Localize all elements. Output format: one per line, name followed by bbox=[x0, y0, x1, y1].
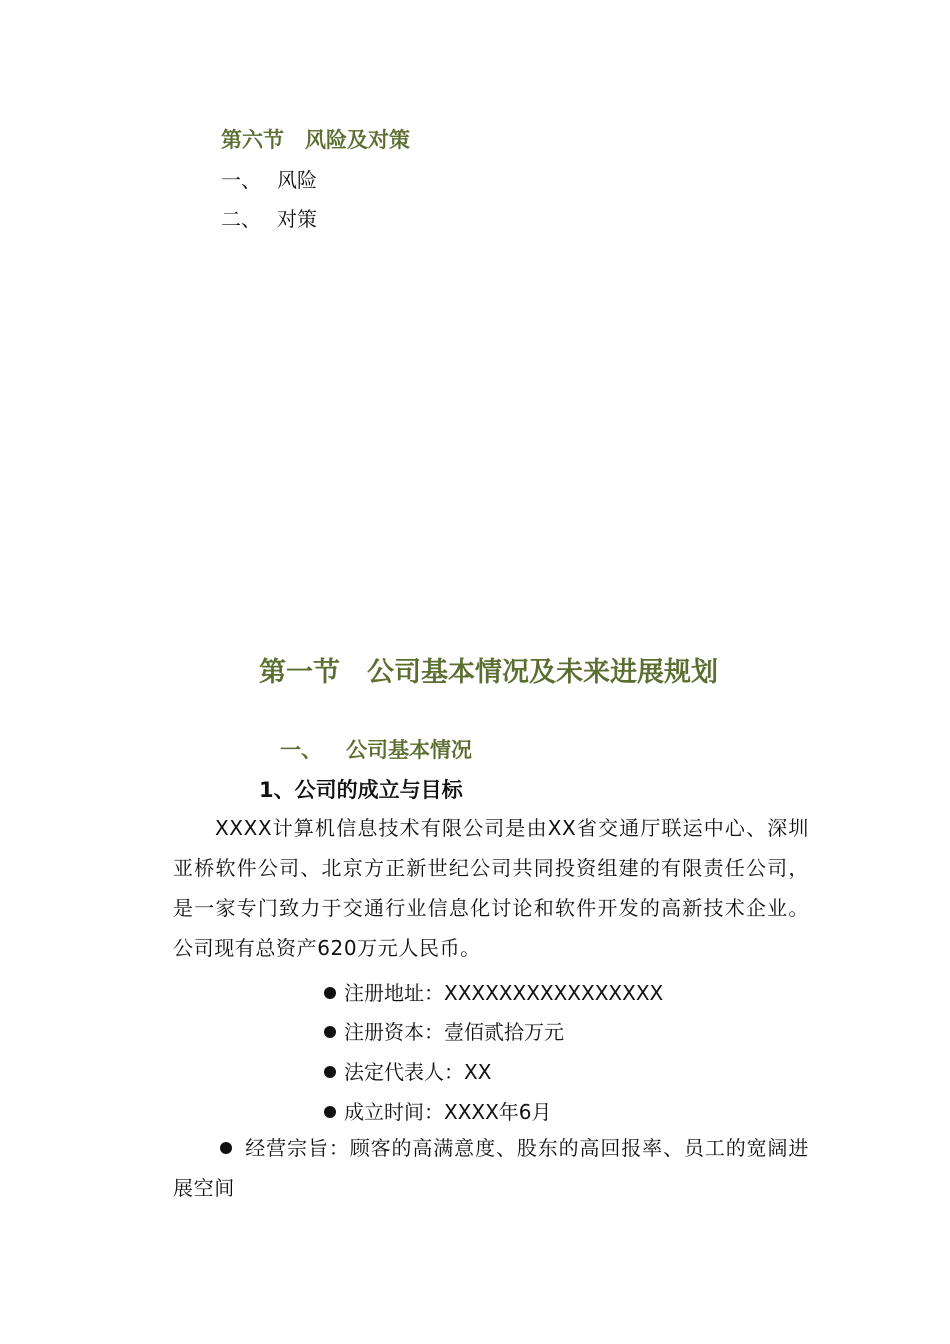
subsection-heading bbox=[280, 734, 472, 764]
countermeasure-item-label: 对策 bbox=[277, 207, 317, 231]
bullet-icon bbox=[220, 1142, 232, 1154]
fact-founded-date bbox=[324, 1096, 552, 1125]
bullet-icon bbox=[324, 987, 336, 999]
fact-text: 法定代表人：XX bbox=[344, 1060, 492, 1084]
risk-item bbox=[221, 164, 317, 193]
section-six-title: 第六节 风险及对策 bbox=[221, 128, 410, 152]
bullet-icon bbox=[324, 1026, 336, 1038]
fact-text: 注册地址：XXXXXXXXXXXXXXXX bbox=[344, 981, 664, 1005]
fact-text: 注册资本：壹佰贰拾万元 bbox=[344, 1020, 564, 1044]
risk-item-number: 一、 bbox=[221, 168, 261, 192]
intro-paragraph: XXXX计算机信息技术有限公司是由XX省交通厅联运中心、深圳亚桥软件公司、北京方正新世纪公司共同投资组建的有限责任公司，是一家专门致力于交通行业信息化讨论和软件开发的高新技术企业。公司现有总资产620万元人民币。 bbox=[173, 816, 809, 960]
mission-paragraph bbox=[173, 1128, 809, 1208]
fact-text: 成立时间：XXXX年6月 bbox=[344, 1100, 552, 1124]
fact-registered-capital bbox=[324, 1016, 564, 1045]
countermeasure-item-number: 二、 bbox=[221, 207, 261, 231]
subheading-establishment: 1、公司的成立与目标 bbox=[259, 778, 463, 802]
bullet-icon bbox=[324, 1066, 336, 1078]
subsection-number: 一、 bbox=[280, 738, 322, 762]
fact-legal-representative bbox=[324, 1056, 491, 1085]
risk-item-label: 风险 bbox=[277, 168, 317, 192]
fact-registered-address bbox=[324, 977, 663, 1006]
mission-text: 经营宗旨：顾客的高满意度、股东的高回报率、员工的宽阔进展空间 bbox=[173, 1136, 809, 1200]
section-one-title: 第一节 公司基本情况及未来进展规划 bbox=[259, 657, 718, 688]
countermeasure-item bbox=[221, 203, 317, 232]
bullet-icon bbox=[324, 1106, 336, 1118]
subsection-label: 公司基本情况 bbox=[346, 738, 472, 762]
